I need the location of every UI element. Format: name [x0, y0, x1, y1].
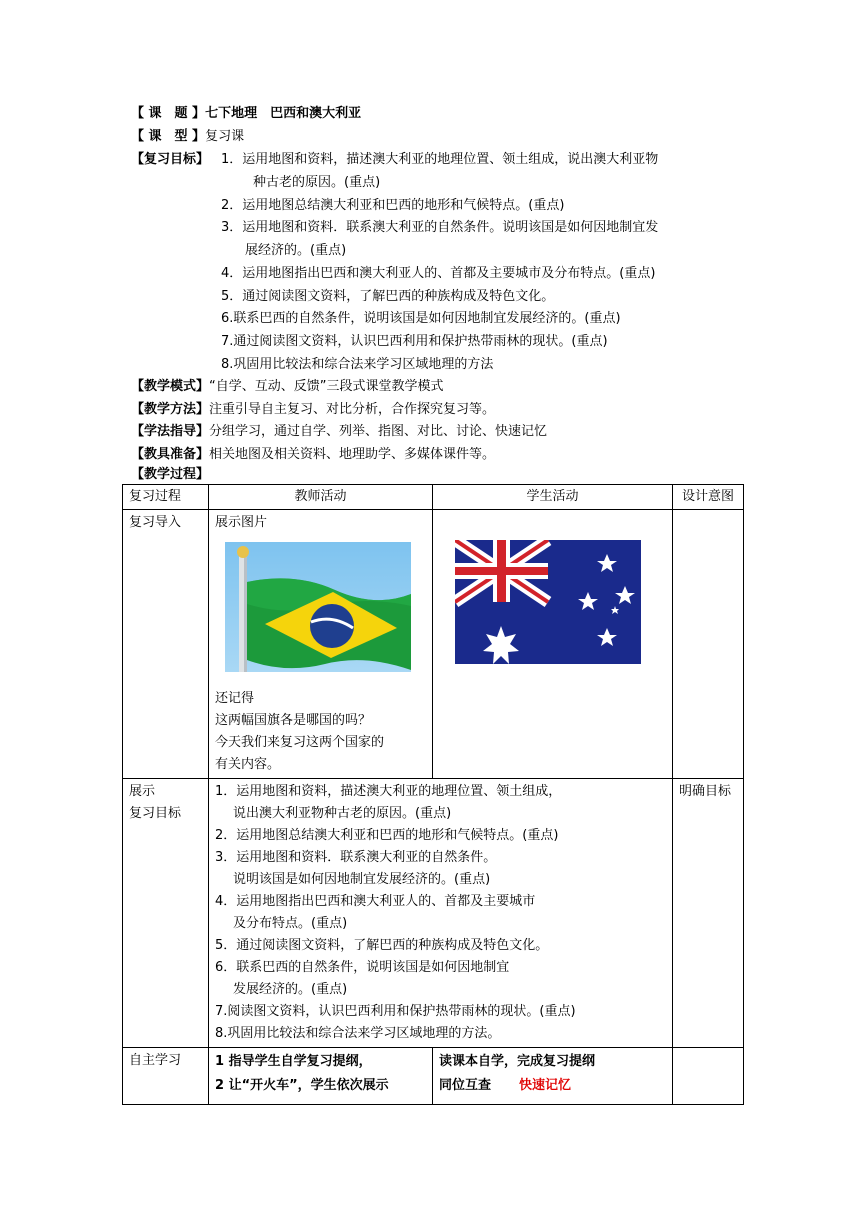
teacher-line: 1 指导学生自学复习提纲， — [215, 1054, 372, 1069]
tools-line — [131, 446, 495, 464]
goal-line: 5．通过阅读图文资料，了解巴西的种族构成及特色文化。 — [221, 289, 555, 304]
student-line — [439, 1074, 666, 1098]
method-label: 【教学方法】 — [131, 402, 210, 417]
study-value: 分组学习，通过自学、列举、指图、对比、讨论、快速记忆 — [209, 424, 548, 439]
teacher-line: 今天我们来复习这两个国家的 — [215, 735, 385, 750]
teaching-process-table — [122, 484, 744, 1105]
table-row — [123, 1048, 744, 1105]
mode-line — [131, 378, 444, 396]
goal-text: 6．联系巴西的自然条件，说明该国是如何因地制宜 — [215, 960, 510, 975]
teacher-top-text: 展示图片 — [215, 515, 268, 530]
goal-line: 1．运用地图和资料，描述澳大利亚的地理位置、领土组成，说出澳大利亚物 — [221, 152, 659, 167]
intent-cell: 明确目标 — [673, 779, 744, 1048]
goal-text: 1．运用地图和资料，描述澳大利亚的地理位置、领土组成， — [215, 784, 562, 799]
process-label: 【教学过程】 — [131, 467, 210, 482]
table-row — [123, 510, 744, 779]
goals-content-cell — [209, 779, 673, 1048]
study-label: 【学法指导】 — [131, 424, 210, 439]
mode-label: 【教学模式】 — [131, 379, 210, 394]
process-line — [131, 466, 209, 484]
goal-line: 2．运用地图总结澳大利亚和巴西的地形和气候特点。(重点) — [221, 198, 565, 213]
goals-label-line — [131, 151, 209, 169]
topic-label: 【 课 题 】 — [131, 106, 206, 121]
quick-memory-text: 快速记忆 — [519, 1078, 572, 1093]
student-line-part: 同位互查 — [439, 1078, 492, 1093]
goal-line: 3．运用地图和资料．联系澳大利亚的自然条件。说明该国是如何因地制宜发 — [221, 220, 659, 235]
goal-line: 8.巩固用比较法和综合法来学习区域地理的方法 — [221, 357, 494, 372]
topic-value: 七下地理 巴西和澳大利亚 — [205, 106, 362, 121]
australia-flag-image — [455, 540, 641, 664]
student-cell — [433, 1048, 673, 1105]
header-cell: 教师活动 — [209, 485, 433, 510]
stage-cell: 复习导入 — [123, 510, 209, 779]
teacher-line: 这两幅国旗各是哪国的吗？ — [215, 713, 372, 728]
goal-line: 种古老的原因。(重点) — [253, 175, 381, 190]
teacher-cell — [209, 510, 433, 779]
stage-line: 复习目标 — [129, 806, 182, 821]
stage-cell — [123, 779, 209, 1048]
goal-text: 及分布特点。(重点) — [233, 916, 348, 931]
goal-text: 2．运用地图总结澳大利亚和巴西的地形和气候特点。(重点) — [215, 828, 559, 843]
table-row — [123, 779, 744, 1048]
stage-line: 展示 — [129, 784, 156, 799]
study-line — [131, 423, 547, 441]
method-line — [131, 401, 495, 419]
tools-value: 相关地图及相关资料、地理助学、多媒体课件等。 — [209, 447, 496, 462]
type-value: 复习课 — [205, 129, 245, 144]
goal-line: 展经济的。(重点) — [245, 243, 347, 258]
goal-text: 5．通过阅读图文资料，了解巴西的种族构成及特色文化。 — [215, 938, 549, 953]
method-value: 注重引导自主复习、对比分析，合作探究复习等。 — [209, 402, 496, 417]
header-cell: 学生活动 — [433, 485, 673, 510]
intent-cell — [673, 1048, 744, 1105]
brazil-flag-image — [225, 542, 411, 672]
teacher-line: 2 让“开火车”，学生依次展示 — [215, 1078, 389, 1093]
student-cell — [433, 510, 673, 779]
student-line: 读课本自学，完成复习提纲 — [439, 1054, 596, 1069]
goal-text: 3．运用地图和资料．联系澳大利亚的自然条件。 — [215, 850, 497, 865]
goal-text: 7.阅读图文资料，认识巴西利用和保护热带雨林的现状。(重点) — [215, 1004, 576, 1019]
goal-text: 8.巩固用比较法和综合法来学习区域地理的方法。 — [215, 1026, 501, 1041]
goal-line: 7.通过阅读图文资料，认识巴西利用和保护热带雨林的现状。(重点) — [221, 334, 608, 349]
teacher-line: 还记得 — [215, 691, 255, 706]
intent-cell — [673, 510, 744, 779]
goal-text: 说明该国是如何因地制宜发展经济的。(重点) — [233, 872, 491, 887]
topic-line — [131, 105, 361, 123]
header-cell: 设计意图 — [673, 485, 744, 510]
goal-text: 说出澳大利亚物种古老的原因。(重点) — [233, 806, 452, 821]
tools-label: 【教具准备】 — [131, 447, 210, 462]
type-label: 【 课 型 】 — [131, 129, 206, 144]
goal-line: 4．运用地图指出巴西和澳大利亚人的、首都及主要城市及分布特点。(重点) — [221, 266, 656, 281]
table-header-row — [123, 485, 744, 510]
stage-cell: 自主学习 — [123, 1048, 209, 1105]
goals-label: 【复习目标】 — [131, 152, 210, 167]
goal-text: 发展经济的。(重点) — [233, 982, 348, 997]
goal-text: 4．运用地图指出巴西和澳大利亚人的、首都及主要城市 — [215, 894, 536, 909]
type-line — [131, 128, 244, 146]
header-cell: 复习过程 — [123, 485, 209, 510]
teacher-line: 有关内容。 — [215, 757, 281, 772]
goal-line: 6.联系巴西的自然条件，说明该国是如何因地制宜发展经济的。(重点) — [221, 311, 621, 326]
teacher-cell — [209, 1048, 433, 1105]
mode-value: “自学、互动、反馈”三段式课堂教学模式 — [209, 379, 444, 394]
